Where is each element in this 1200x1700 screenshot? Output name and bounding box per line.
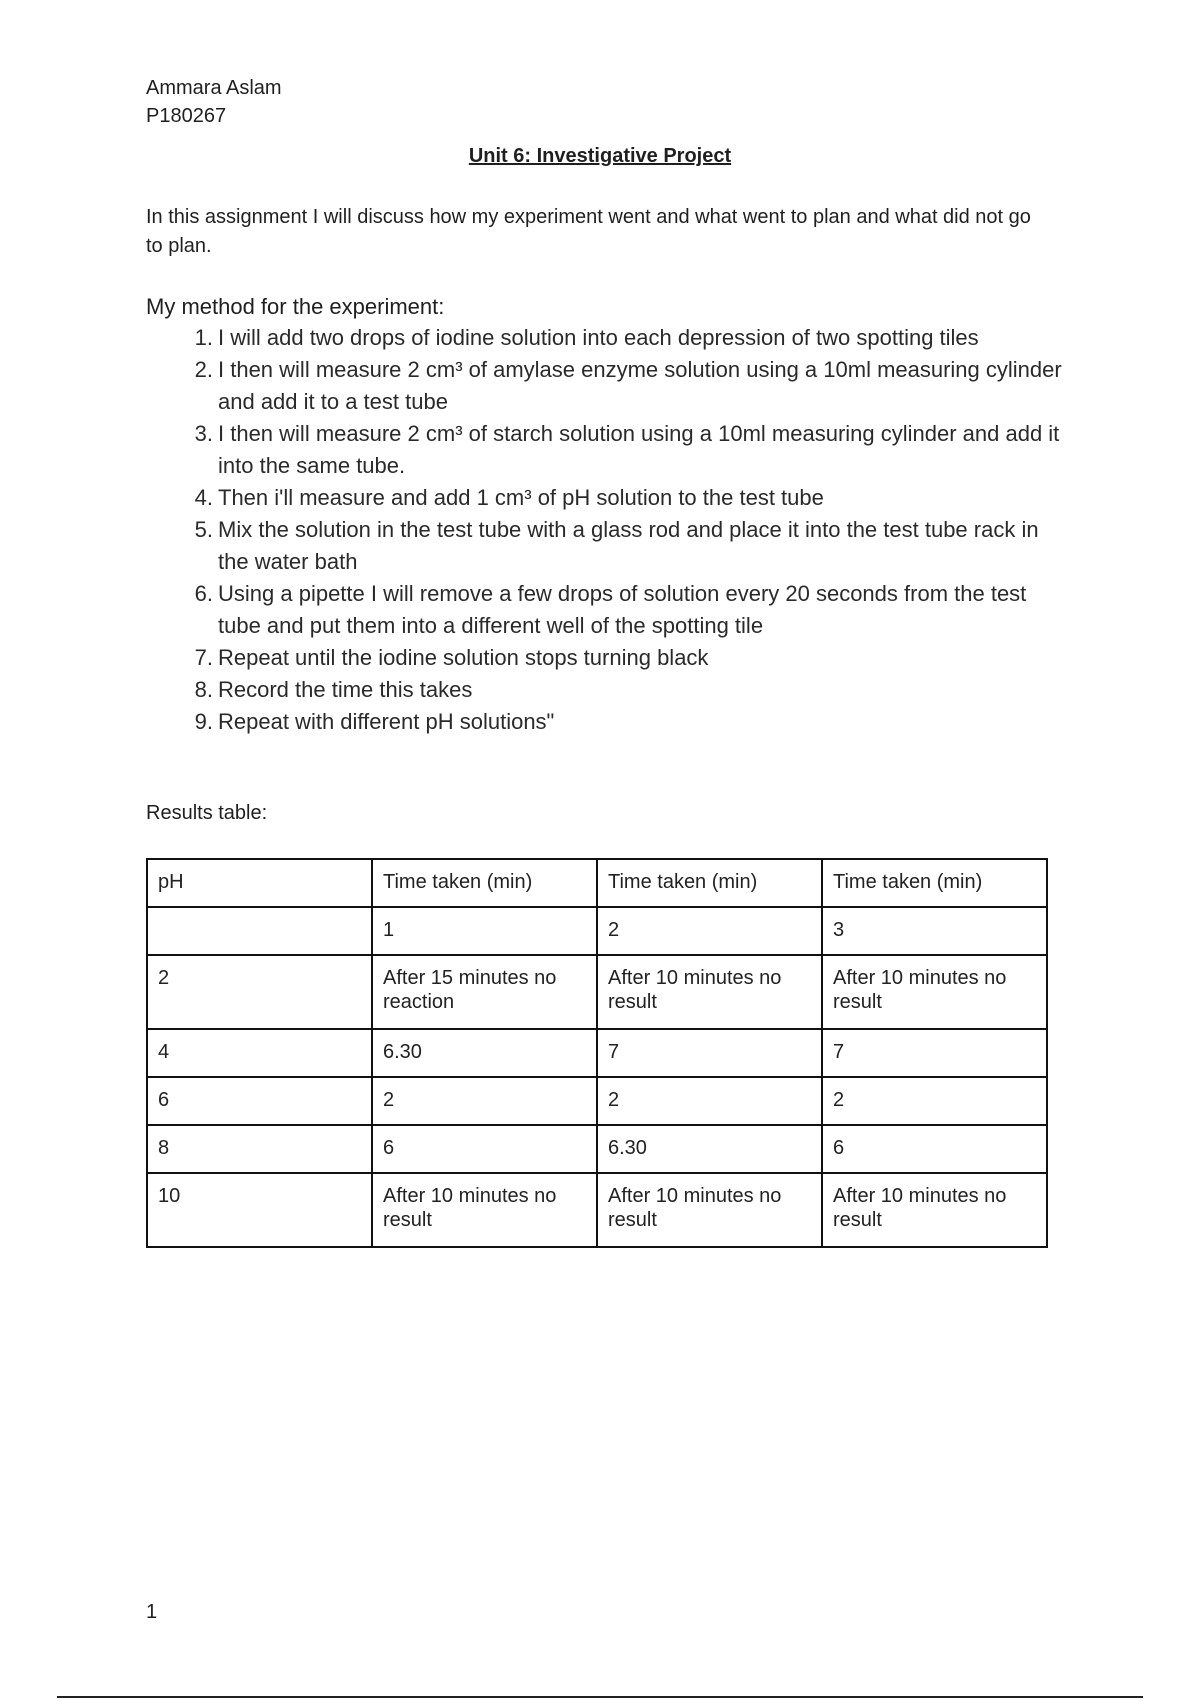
column-header: Time taken (min): [822, 859, 1047, 907]
table-cell: 10: [147, 1173, 372, 1247]
method-step-text: I then will measure 2 cm³ of amylase enzyme solution using a 10ml measuring cylinder and add it to a test tube: [218, 357, 1062, 414]
method-step: 9. Repeat with different pH solutions": [194, 709, 555, 734]
table-cell: 6: [372, 1125, 597, 1173]
table-cell: 1: [372, 907, 597, 955]
table-cell: 6: [822, 1125, 1047, 1173]
student-id: P180267: [146, 105, 227, 127]
table-cell: After 15 minutes no reaction: [372, 955, 597, 1029]
method-step-text: Mix the solution in the test tube with a glass rod and place it into the test tube rack in the water bath: [218, 517, 1039, 574]
table-row: [147, 1125, 1047, 1173]
table-cell: 2: [597, 907, 822, 955]
method-step: 3. I then will measure 2 cm³ of starch solution using a 10ml measuring cylinder and add it into the same tube.: [194, 421, 1060, 478]
method-step-text: Repeat with different pH solutions": [218, 709, 555, 734]
table-cell: After 10 minutes no result: [822, 1173, 1047, 1247]
table-cell: [147, 907, 372, 955]
method-step: 7. Repeat until the iodine solution stops turning black: [194, 645, 709, 670]
document-title: Unit 6: Investigative Project: [468, 145, 732, 167]
column-header: Time taken (min): [597, 859, 822, 907]
method-step-text: I then will measure 2 cm³ of starch solution using a 10ml measuring cylinder and add it into the same tube.: [218, 421, 1060, 478]
column-header: Time taken (min): [372, 859, 597, 907]
results-table: [146, 858, 1048, 1248]
table-cell: 6.30: [597, 1125, 822, 1173]
table-row: [147, 1173, 1047, 1247]
method-step-text: I will add two drops of iodine solution into each depression of two spotting tiles: [218, 325, 979, 350]
table-cell: 2: [147, 955, 372, 1029]
method-step-text: Repeat until the iodine solution stops turning black: [218, 645, 709, 670]
table-row: [147, 1029, 1047, 1077]
method-step: 4. Then i'll measure and add 1 cm³ of pH solution to the test tube: [194, 485, 824, 510]
table-header-row: [147, 859, 1047, 907]
method-step-text: Then i'll measure and add 1 cm³ of pH solution to the test tube: [218, 485, 824, 510]
method-step-text: Record the time this takes: [218, 677, 473, 702]
table-cell: 2: [597, 1077, 822, 1125]
author-name: Ammara Aslam: [146, 77, 282, 99]
trial-number-row: [147, 907, 1047, 955]
table-row: [147, 955, 1047, 1029]
table-cell: After 10 minutes no result: [597, 955, 822, 1029]
table-cell: After 10 minutes no result: [372, 1173, 597, 1247]
table-cell: 3: [822, 907, 1047, 955]
method-heading: My method for the experiment:: [146, 294, 445, 319]
table-cell: 6: [147, 1077, 372, 1125]
table-cell: After 10 minutes no result: [822, 955, 1047, 1029]
table-cell: 7: [597, 1029, 822, 1077]
method-step: 8. Record the time this takes: [194, 677, 473, 702]
page-number: 1: [146, 1601, 158, 1623]
table-cell: 4: [147, 1029, 372, 1077]
method-step: 6. Using a pipette I will remove a few drops of solution every 20 seconds from the test tube and put them into a different well of the spotting tile: [194, 581, 1027, 638]
table-cell: 8: [147, 1125, 372, 1173]
table-cell: 7: [822, 1029, 1047, 1077]
method-step: 5. Mix the solution in the test tube with a glass rod and place it into the test tube rack in the water bath: [194, 517, 1039, 574]
intro-paragraph: In this assignment I will discuss how my experiment went and what went to plan and what did not go to plan.: [146, 206, 1031, 257]
method-step: 2. I then will measure 2 cm³ of amylase enzyme solution using a 10ml measuring cylinder and add it to a test tube: [194, 357, 1062, 414]
table-cell: After 10 minutes no result: [597, 1173, 822, 1247]
table-cell: 2: [822, 1077, 1047, 1125]
method-steps-list: [146, 322, 1066, 738]
method-step-text: Using a pipette I will remove a few drops of solution every 20 seconds from the test tube and put them into a different well of the spotting tile: [218, 581, 1027, 638]
table-cell: 2: [372, 1077, 597, 1125]
method-step: 1. I will add two drops of iodine solution into each depression of two spotting tiles: [194, 325, 979, 350]
author-block: [146, 74, 282, 130]
table-cell: 6.30: [372, 1029, 597, 1077]
column-header: pH: [147, 859, 372, 907]
results-label: Results table:: [146, 802, 268, 824]
table-row: [147, 1077, 1047, 1125]
footer-divider: [57, 1696, 1143, 1698]
